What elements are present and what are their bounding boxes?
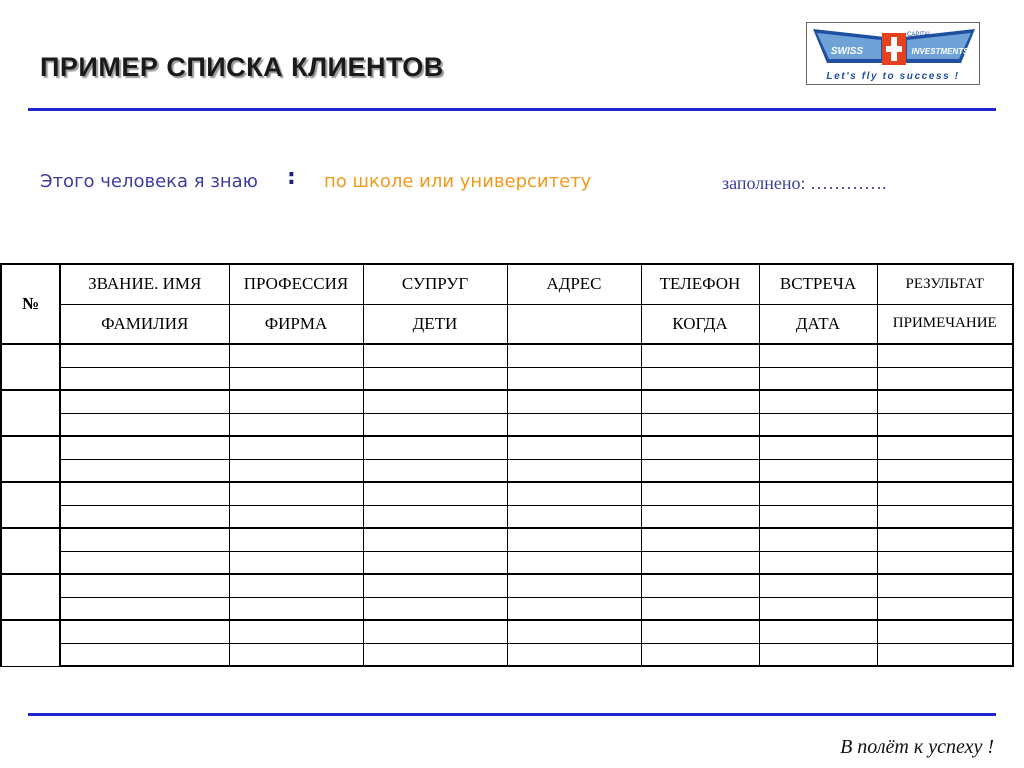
entry-cell[interactable]: [641, 620, 759, 643]
entry-cell[interactable]: [363, 482, 507, 505]
entry-cell[interactable]: [60, 436, 229, 459]
entry-cell[interactable]: [641, 551, 759, 574]
entry-cell[interactable]: [877, 551, 1013, 574]
entry-cell[interactable]: [507, 390, 641, 413]
table-row: [1, 344, 1013, 367]
entry-cell[interactable]: [60, 459, 229, 482]
entry-cell[interactable]: [759, 574, 877, 597]
entry-cell[interactable]: [229, 482, 363, 505]
entry-cell[interactable]: [229, 643, 363, 666]
entry-cell[interactable]: [759, 459, 877, 482]
entry-cell[interactable]: [641, 482, 759, 505]
entry-cell[interactable]: [507, 367, 641, 390]
entry-cell[interactable]: [759, 528, 877, 551]
footer-slogan: В полёт к успеху !: [840, 736, 994, 758]
entry-cell[interactable]: [363, 597, 507, 620]
entry-cell[interactable]: [641, 344, 759, 367]
entry-number-cell[interactable]: [1, 574, 60, 620]
entry-cell[interactable]: [60, 528, 229, 551]
logo-caption: Let's fly to success !: [826, 71, 960, 82]
header-phone: ТЕЛЕФОН: [641, 264, 759, 304]
entry-cell[interactable]: [60, 390, 229, 413]
entry-cell[interactable]: [363, 344, 507, 367]
entry-cell[interactable]: [229, 390, 363, 413]
entry-cell[interactable]: [60, 367, 229, 390]
entry-cell[interactable]: [507, 551, 641, 574]
table-row: [1, 367, 1013, 390]
table-row: [1, 643, 1013, 666]
entry-cell[interactable]: [877, 505, 1013, 528]
entry-cell[interactable]: [60, 574, 229, 597]
filled-in-field[interactable]: заполнено: ………….: [722, 173, 887, 193]
logo-left-text: SWISS: [830, 46, 864, 57]
table-row: [1, 551, 1013, 574]
entry-cell[interactable]: [60, 620, 229, 643]
top-divider: [28, 108, 996, 111]
entry-number-cell[interactable]: [1, 436, 60, 482]
entry-cell[interactable]: [877, 367, 1013, 390]
table-row: [1, 482, 1013, 505]
entry-cell[interactable]: [877, 620, 1013, 643]
entry-cell[interactable]: [229, 551, 363, 574]
acquaintance-colon: :: [287, 165, 296, 190]
entry-cell[interactable]: [759, 505, 877, 528]
entry-cell[interactable]: [759, 620, 877, 643]
entry-cell[interactable]: [641, 390, 759, 413]
entry-cell[interactable]: [877, 390, 1013, 413]
entry-cell[interactable]: [60, 505, 229, 528]
entry-cell[interactable]: [229, 344, 363, 367]
table-row: [1, 597, 1013, 620]
entry-cell[interactable]: [759, 597, 877, 620]
entry-cell[interactable]: [759, 436, 877, 459]
table-row: [1, 528, 1013, 551]
header-address: АДРЕС: [507, 264, 641, 304]
acquaintance-label: Этого человека я знаю: [40, 171, 258, 192]
header-note: ПРИМЕЧАНИЕ: [877, 304, 1013, 344]
header-date: ДАТА: [759, 304, 877, 344]
logo-right-text: INVESTMENTS: [911, 47, 969, 56]
entry-cell[interactable]: [60, 643, 229, 666]
entry-number-cell[interactable]: [1, 344, 60, 390]
entry-number-cell[interactable]: [1, 390, 60, 436]
entry-cell[interactable]: [877, 459, 1013, 482]
header-surname: ФАМИЛИЯ: [60, 304, 229, 344]
header-company: ФИРМА: [229, 304, 363, 344]
number-header: №: [1, 264, 60, 344]
header-meeting: ВСТРЕЧА: [759, 264, 877, 304]
entry-cell[interactable]: [877, 597, 1013, 620]
header-children: ДЕТИ: [363, 304, 507, 344]
entry-cell[interactable]: [641, 597, 759, 620]
entry-cell[interactable]: [363, 436, 507, 459]
header-spouse: СУПРУГ: [363, 264, 507, 304]
table-row: [1, 413, 1013, 436]
entry-cell[interactable]: [229, 436, 363, 459]
entry-cell[interactable]: [60, 413, 229, 436]
entry-cell[interactable]: [507, 528, 641, 551]
table-row: [1, 459, 1013, 482]
entry-cell[interactable]: [363, 413, 507, 436]
entry-number-cell[interactable]: [1, 482, 60, 528]
entry-cell[interactable]: [507, 482, 641, 505]
entry-cell[interactable]: [507, 574, 641, 597]
header-address-2: [507, 304, 641, 344]
entry-cell[interactable]: [507, 620, 641, 643]
entry-cell[interactable]: [363, 551, 507, 574]
entry-cell[interactable]: [877, 643, 1013, 666]
entry-cell[interactable]: [229, 367, 363, 390]
company-logo: [806, 22, 980, 85]
acquaintance-source: по школе или университету: [324, 171, 592, 192]
entry-cell[interactable]: [363, 574, 507, 597]
entry-cell[interactable]: [507, 597, 641, 620]
entry-cell[interactable]: [507, 505, 641, 528]
table-row: [1, 390, 1013, 413]
header-row-1: [1, 264, 1013, 304]
entry-cell[interactable]: [759, 413, 877, 436]
entry-cell[interactable]: [877, 482, 1013, 505]
entry-cell[interactable]: [877, 528, 1013, 551]
table-row: [1, 574, 1013, 597]
entry-cell[interactable]: [759, 643, 877, 666]
header-profession: ПРОФЕССИЯ: [229, 264, 363, 304]
entry-cell[interactable]: [877, 413, 1013, 436]
entry-cell[interactable]: [363, 505, 507, 528]
entry-cell[interactable]: [507, 643, 641, 666]
table-row: [1, 620, 1013, 643]
entry-cell[interactable]: [229, 505, 363, 528]
entry-cell[interactable]: [363, 620, 507, 643]
entry-cell[interactable]: [60, 597, 229, 620]
logo-top-text: CAPITAL: [907, 32, 932, 38]
entry-cell[interactable]: [363, 390, 507, 413]
entry-cell[interactable]: [877, 344, 1013, 367]
entry-cell[interactable]: [229, 528, 363, 551]
entry-cell[interactable]: [759, 482, 877, 505]
header-row-2: [1, 304, 1013, 344]
entry-cell[interactable]: [363, 528, 507, 551]
entry-cell[interactable]: [363, 367, 507, 390]
entry-cell[interactable]: [641, 505, 759, 528]
bottom-divider: [28, 713, 996, 716]
entry-cell[interactable]: [363, 459, 507, 482]
entry-number-cell[interactable]: [1, 620, 60, 666]
entry-cell[interactable]: [229, 620, 363, 643]
entry-cell[interactable]: [60, 344, 229, 367]
entry-cell[interactable]: [60, 482, 229, 505]
entry-cell[interactable]: [641, 643, 759, 666]
entry-number-cell[interactable]: [1, 528, 60, 574]
header-when: КОГДА: [641, 304, 759, 344]
entry-cell[interactable]: [229, 597, 363, 620]
entry-cell[interactable]: [507, 436, 641, 459]
entry-cell[interactable]: [641, 574, 759, 597]
page-title: ПРИМЕР СПИСКА КЛИЕНТОВ: [40, 52, 444, 82]
entry-cell[interactable]: [641, 367, 759, 390]
entry-cell[interactable]: [641, 436, 759, 459]
entry-cell[interactable]: [229, 574, 363, 597]
entry-cell[interactable]: [507, 413, 641, 436]
entry-cell[interactable]: [507, 459, 641, 482]
entry-cell[interactable]: [229, 413, 363, 436]
entry-cell[interactable]: [877, 436, 1013, 459]
entry-cell[interactable]: [641, 413, 759, 436]
table-row: [1, 505, 1013, 528]
header-result: РЕЗУЛЬТАТ: [877, 264, 1013, 304]
entry-cell[interactable]: [363, 643, 507, 666]
entry-cell[interactable]: [759, 390, 877, 413]
entry-cell[interactable]: [229, 459, 363, 482]
entry-cell[interactable]: [759, 551, 877, 574]
entry-cell[interactable]: [877, 574, 1013, 597]
entry-cell[interactable]: [641, 459, 759, 482]
header-title-name: ЗВАНИЕ. ИМЯ: [60, 264, 229, 304]
entry-cell[interactable]: [759, 367, 877, 390]
entry-cell[interactable]: [507, 344, 641, 367]
entry-cell[interactable]: [759, 344, 877, 367]
entry-cell[interactable]: [60, 551, 229, 574]
client-table: [0, 263, 1014, 667]
table-row: [1, 436, 1013, 459]
entry-cell[interactable]: [641, 528, 759, 551]
